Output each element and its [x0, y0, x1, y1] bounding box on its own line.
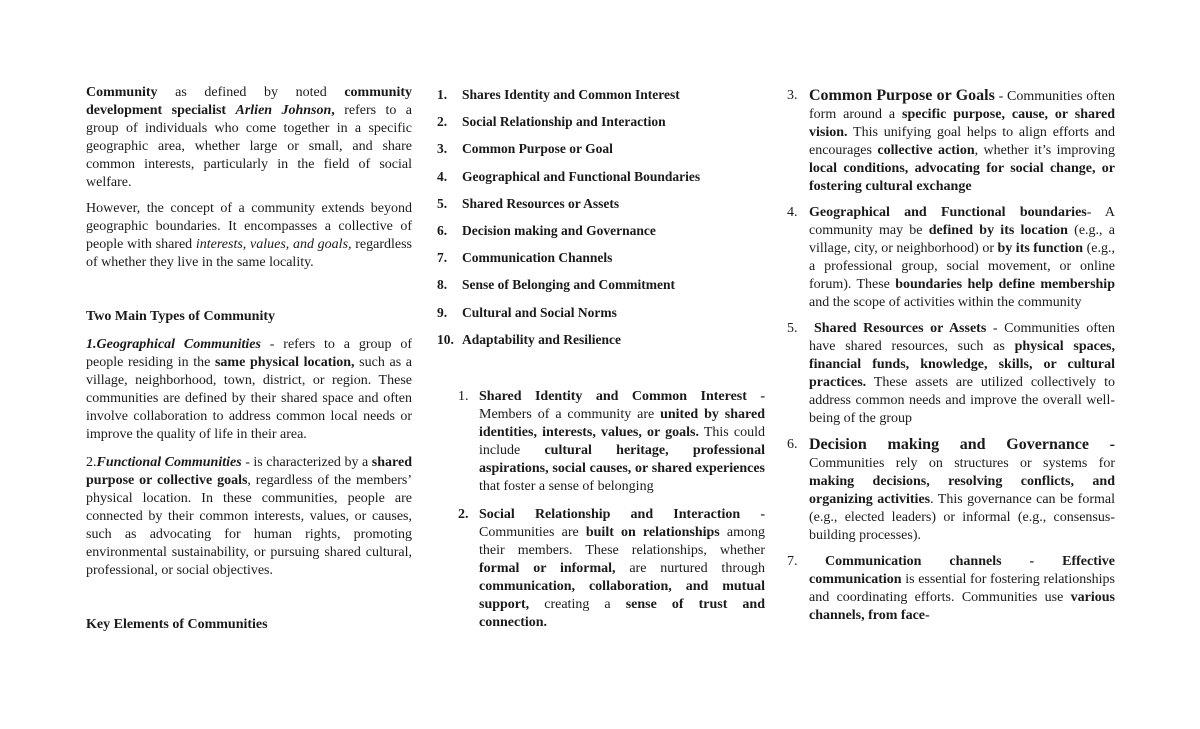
list-item: 1. Shares Identity and Common Interest — [437, 87, 680, 102]
column-2 — [437, 86, 765, 632]
list-item: 3. Common Purpose or Goal — [437, 141, 613, 157]
column-3 — [787, 87, 1116, 625]
list-item: 6. Decision making and Governance — [437, 222, 656, 238]
element-7-communication-channels: 7. Communication channels - Effective communication is essential for fostering relationships and coordinating efforts. Communities use various channels, from face- — [787, 554, 1115, 623]
element-5-shared-resources: 5. Shared Resources or Assets - Communities often have shared resources, such as physical spaces, financial funds, knowledge, skills, or cultural practices. These assets are utilized collectively to address common needs and improve the overall well-being of the group — [787, 321, 1116, 426]
types-heading: Two Main Types of Community — [86, 309, 276, 324]
list-item: 9. Cultural and Social Norms — [437, 304, 617, 320]
element-2-social-relationship: 2. Social Relationship and Interaction - Communities are built on relationships among their members. These relationships, whether formal or informal, are nurtured through communication, collaboration, and mutual support, creating a sense of trust and connection. — [458, 506, 766, 630]
community-beyond-geography-paragraph: However, the concept of a community extends beyond geographic boundaries. It encompasses a collective of people with shared interests, values, and goals, regardless of whether they live in the same locality. — [86, 201, 412, 270]
key-elements-heading: Key Elements of Communities — [86, 617, 268, 632]
list-item: 2. Social Relationship and Interaction — [437, 114, 666, 130]
key-elements-list — [437, 86, 765, 358]
list-item: 5. Shared Resources or Assets — [437, 195, 620, 211]
column-1 — [86, 84, 412, 634]
element-6-decision-making: 6. Decision making and Governance - Communities rely on structures or systems for making decisions, resolving conflicts, and organizing activities. This governance can be formal (e.g., elected leaders) or informal (e.g., consensus-building processes). — [787, 436, 1115, 543]
element-4-boundaries: 4. Geographical and Functional boundaries- A community may be defined by its location (e.g., a village, city, or neighborhood) or by its function (e.g., a professional group, social movement, or online forum). These boundaries help define membership and the scope of activities within the community — [787, 205, 1115, 310]
element-1-shared-identity: 1. Shared Identity and Common Interest - Members of a community are united by shared identities, interests, values, or goals. This could include cultural heritage, professional aspirations, social causes, or shared experiences that foster a sense of belonging — [458, 388, 765, 494]
element-3-common-purpose: 3. Common Purpose or Goals - Communities often form around a specific purpose, cause, or shared vision. This unifying goal helps to align efforts and encourages collective action, whether it’s improving local conditions, advocating for social change, or fostering cultural exchange — [787, 87, 1115, 194]
geographical-communities-paragraph: 1.Geographical Communities - refers to a group of people residing in the same physical location, such as a village, neighborhood, town, district, or region. These communities are defined by their shared space and often involve collaboration to address common local needs or improve the quality of life in their area. — [86, 337, 413, 442]
list-item: 7. Communication Channels — [437, 250, 613, 266]
list-item: 10. Adaptability and Resilience — [437, 331, 622, 347]
community-definition-paragraph: Community as defined by noted community development specialist Arlien Johnson, refers to a group of individuals who come together in a specific geographic area, whether large or small, and share common interests, particularly in the field of social welfare. — [86, 85, 413, 190]
functional-communities-paragraph: 2.Functional Communities - is characterized by a shared purpose or collective goals, regardless of the members’ physical location. In these communities, people are connected by their common interests, values, or causes, such as advocating for human rights, promoting environmental sustainability, or pursuing shared cultural, professional, or social objectives. — [86, 455, 412, 578]
list-item: 8. Sense of Belonging and Commitment — [437, 277, 676, 293]
list-item: 4. Geographical and Functional Boundaries — [437, 168, 701, 184]
